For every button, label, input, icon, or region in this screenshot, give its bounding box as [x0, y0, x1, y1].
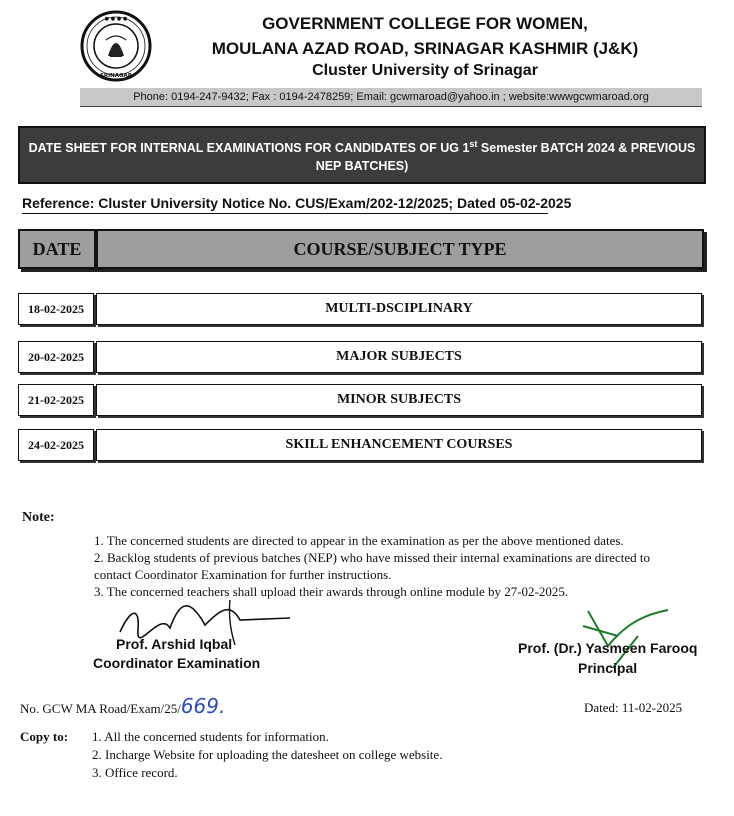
coordinator-name: Prof. Arshid Iqbal	[116, 636, 233, 652]
note-item: 3. The concerned teachers shall upload their awards through online module by 27-02-2025.	[94, 584, 569, 599]
table-row-subject: MINOR SUBJECTS	[96, 384, 702, 416]
coordinator-title: Coordinator Examination	[93, 655, 261, 671]
note-item: 1. The concerned students are directed to appear in the examination as per the above mentioned dates.	[94, 533, 624, 548]
copy-to-item: 3. Office record.	[92, 765, 178, 780]
note-item: 2. Backlog students of previous batches (NEP) who have missed their internal examinations are directed to	[94, 550, 650, 565]
datesheet-title-banner	[18, 126, 706, 184]
principal-title: Principal	[578, 660, 638, 676]
note-label: Note:	[22, 510, 55, 525]
handwritten-number: 669.	[180, 694, 226, 718]
table-row-date: 24-02-2025	[18, 429, 94, 461]
table-row-date: 21-02-2025	[18, 384, 94, 416]
table-row-subject: SKILL ENHANCEMENT COURSES	[96, 429, 702, 461]
title-line-2: NEP BATCHES)	[315, 159, 409, 174]
copy-to-item: 2. Incharge Website for uploading the datesheet on college website.	[92, 747, 443, 762]
college-name: GOVERNMENT COLLEGE FOR WOMEN,	[262, 14, 588, 33]
table-row-subject: MAJOR SUBJECTS	[96, 341, 702, 373]
title-line-1: DATE SHEET FOR INTERNAL EXAMINATIONS FOR CANDIDATES OF UG 1st Semester BATCH 2024 & PREVIOUS	[28, 138, 696, 156]
university-name: Cluster University of Srinagar	[312, 62, 538, 79]
reference-number: No. GCW MA Road/Exam/25/669.	[20, 694, 226, 718]
copy-to-label: Copy to:	[20, 729, 69, 744]
table-row-date: 18-02-2025	[18, 293, 94, 325]
college-address: MOULANA AZAD ROAD, SRINAGAR KASHMIR (J&K)	[211, 39, 639, 58]
note-item: contact Coordinator Examination for further instructions.	[94, 567, 392, 582]
svg-text:SRINAGAR: SRINAGAR	[99, 73, 133, 79]
divider	[22, 213, 548, 214]
column-header-course: COURSE/SUBJECT TYPE	[96, 229, 704, 269]
reference-line: Reference: Cluster University Notice No. CUS/Exam/202-12/2025; Dated 05-02-2025	[22, 195, 572, 211]
svg-text:● ● ● ●: ● ● ● ●	[104, 16, 128, 22]
copy-to-item: 1. All the concerned students for information.	[92, 729, 329, 744]
college-seal-logo	[80, 10, 152, 82]
table-row-date: 20-02-2025	[18, 341, 94, 373]
contact-bar: Phone: 0194-247-9432; Fax : 0194-2478259; Email: gcwmaroad@yahoo.in ; website:wwwgcwmaroad.org	[80, 88, 702, 107]
table-row-subject: MULTI-DSCIPLINARY	[96, 293, 702, 325]
dated: Dated: 11-02-2025	[584, 700, 683, 715]
principal-name: Prof. (Dr.) Yasmeen Farooq	[518, 640, 698, 656]
column-header-date: DATE	[18, 229, 96, 269]
